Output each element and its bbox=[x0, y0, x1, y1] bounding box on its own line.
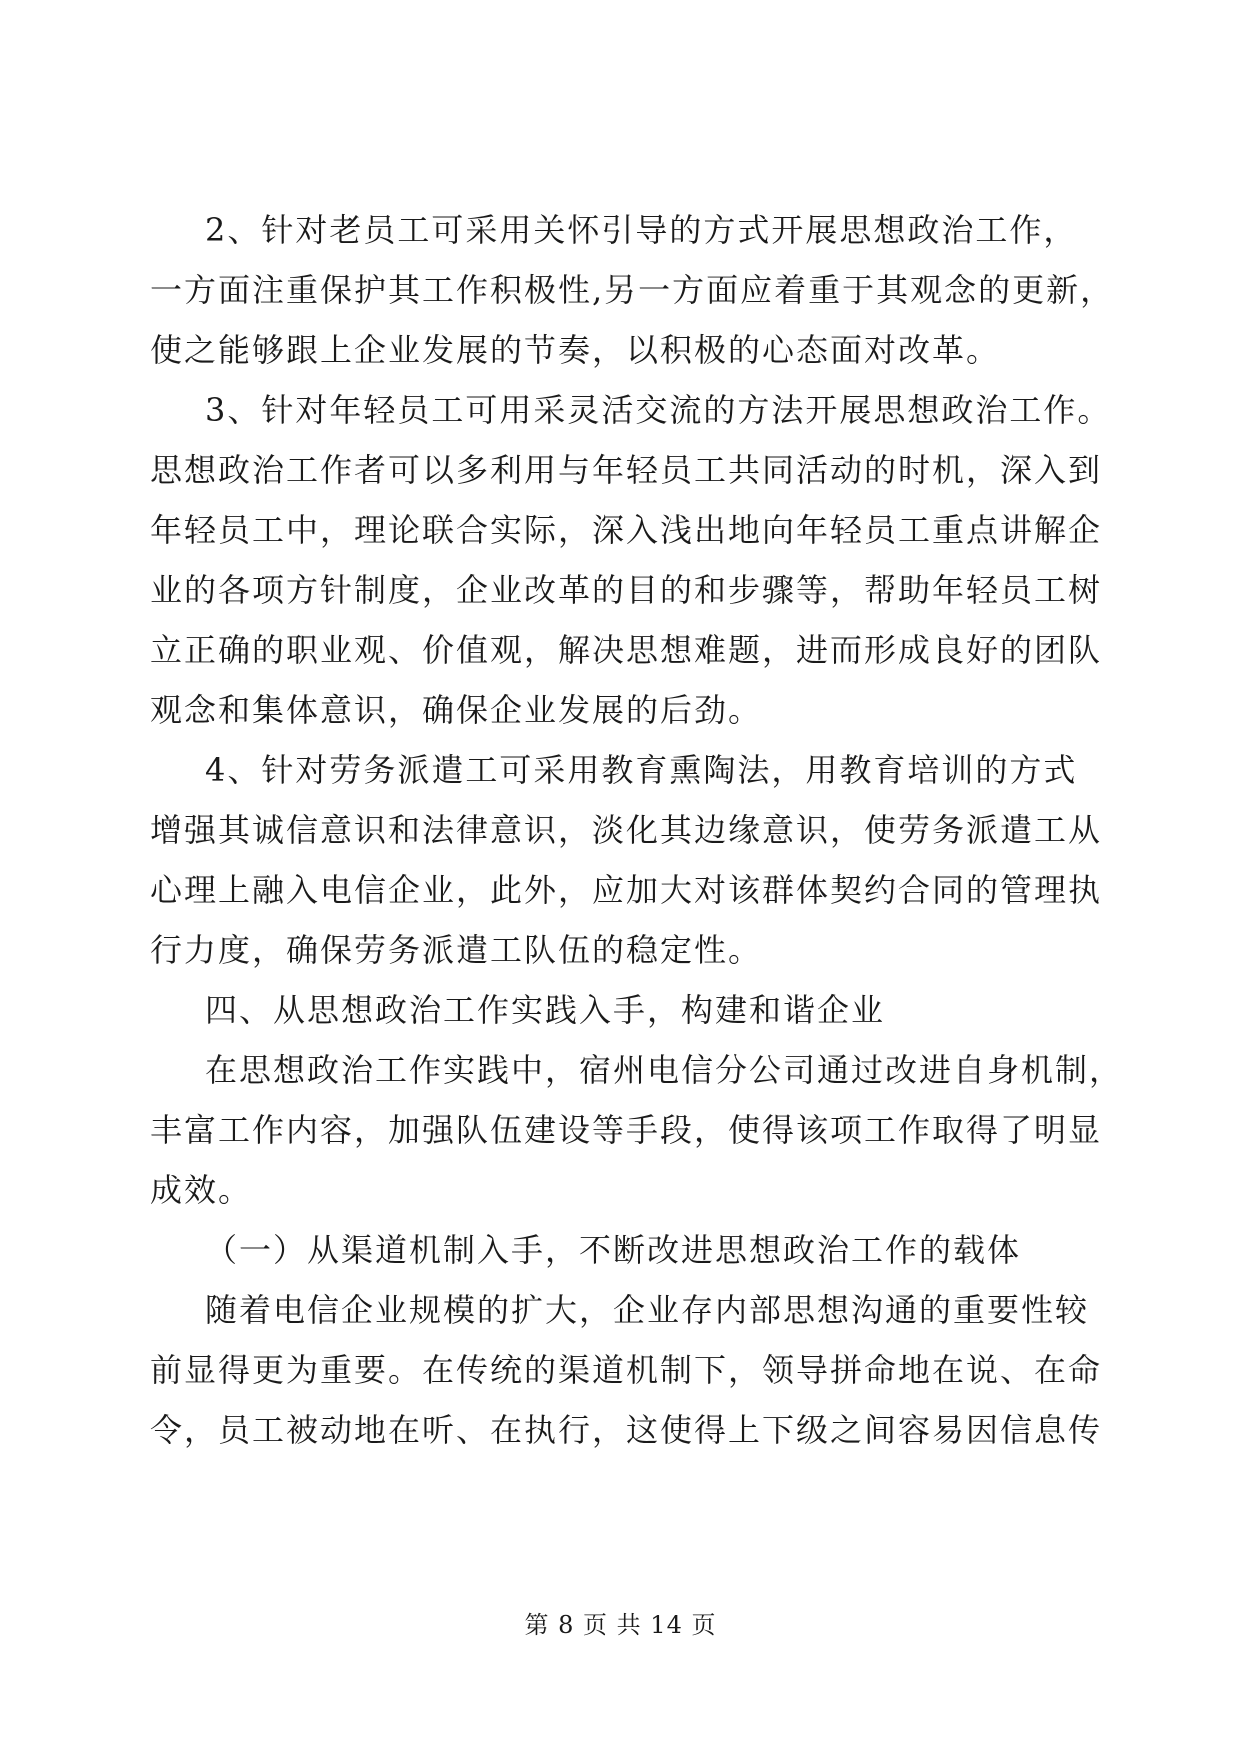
paragraph-line: 在思想政治工作实践中，宿州电信分公司通过改进自身机制， bbox=[205, 1051, 1124, 1089]
paragraph-line: 思想政治工作者可以多利用与年轻员工共同活动的时机，深入到 bbox=[150, 451, 1103, 489]
subsection-heading: （一）从渠道机制入手，不断改进思想政治工作的载体 bbox=[205, 1231, 1022, 1269]
paragraph-line: 4、针对劳务派遣工可采用教育熏陶法，用教育培训的方式 bbox=[205, 751, 1078, 789]
page-footer: 第 8 页 共 14 页 bbox=[524, 1611, 717, 1639]
paragraph-line: 使之能够跟上企业发展的节奏，以积极的心态面对改革。 bbox=[150, 331, 1001, 369]
section-heading: 四、从思想政治工作实践入手，构建和谐企业 bbox=[205, 991, 886, 1029]
paragraph-line: 业的各项方针制度，企业改革的目的和步骤等，帮助年轻员工树 bbox=[150, 571, 1103, 609]
paragraph-line: 心理上融入电信企业，此外，应加大对该群体契约合同的管理执 bbox=[150, 871, 1103, 909]
paragraph-line: 3、针对年轻员工可用采灵活交流的方法开展思想政治工作。 bbox=[205, 391, 1112, 429]
paragraph-line: 成效。 bbox=[150, 1171, 253, 1209]
paragraph-line: 2、针对老员工可采用关怀引导的方式开展思想政治工作， bbox=[205, 211, 1078, 249]
paragraph-line: 令，员工被动地在听、在执行，这使得上下级之间容易因信息传 bbox=[150, 1411, 1103, 1449]
paragraph-line: 观念和集体意识，确保企业发展的后劲。 bbox=[150, 691, 763, 729]
paragraph-line: 一方面注重保护其工作积极性,另一方面应着重于其观念的更新， bbox=[150, 271, 1115, 309]
paragraph-line: 增强其诚信意识和法律意识，淡化其边缘意识，使劳务派遣工从 bbox=[150, 811, 1103, 849]
paragraph-line: 年轻员工中，理论联合实际，深入浅出地向年轻员工重点讲解企 bbox=[150, 511, 1103, 549]
paragraph-line: 前显得更为重要。在传统的渠道机制下，领导拼命地在说、在命 bbox=[150, 1351, 1103, 1389]
paragraph-line: 丰富工作内容，加强队伍建设等手段，使得该项工作取得了明显 bbox=[150, 1111, 1103, 1149]
paragraph-line: 随着电信企业规模的扩大，企业存内部思想沟通的重要性较 bbox=[205, 1291, 1090, 1329]
paragraph-line: 立正确的职业观、价值观，解决思想难题，进而形成良好的团队 bbox=[150, 631, 1103, 669]
paragraph-line: 行力度，确保劳务派遣工队伍的稳定性。 bbox=[150, 931, 763, 969]
